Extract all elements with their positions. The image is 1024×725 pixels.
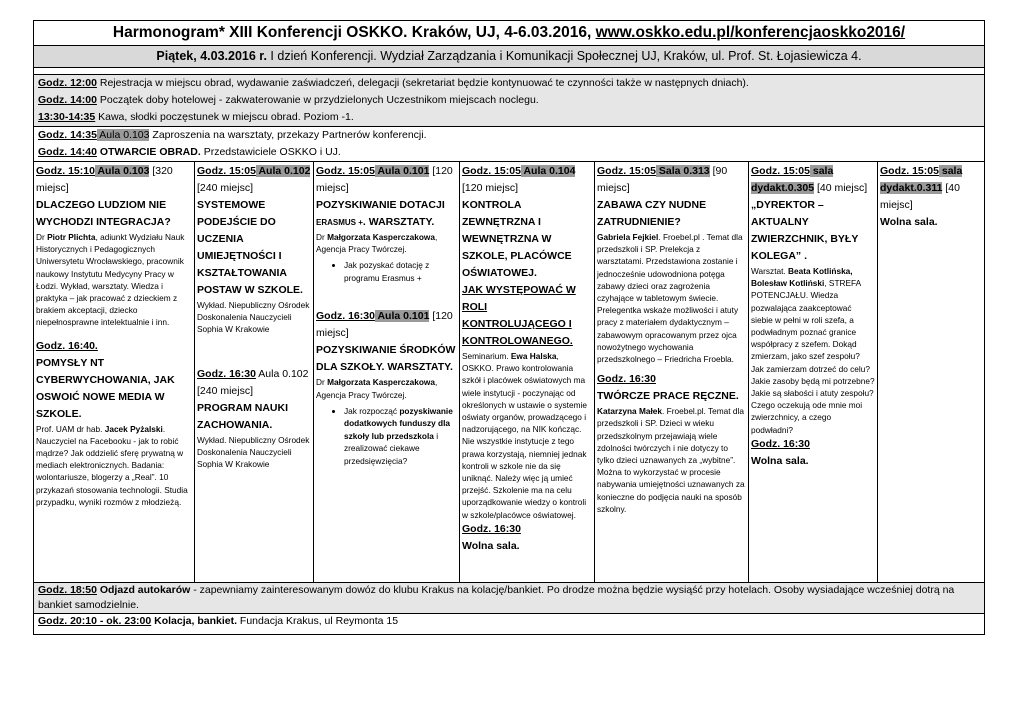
session-bullets xyxy=(316,405,457,468)
session-room: Aula 0.102 xyxy=(255,165,311,177)
bullet-pre: Jak rozpocząć xyxy=(344,405,400,416)
session-time: Godz. 16:30 xyxy=(462,522,521,535)
schedule-row xyxy=(34,127,984,144)
session-column-aula-0102 xyxy=(195,162,314,582)
session-title: POMYSŁY NT CYBERWYCHOWANIA, JAK OSWOIĆ NOWE MEDIA W SZKOLE. xyxy=(36,356,175,420)
morning-block xyxy=(33,74,985,126)
session-speaker: Ewa Halska xyxy=(510,351,557,361)
session-column-aula-0101 xyxy=(314,162,460,582)
session-room: Sala 0.313 xyxy=(655,165,710,177)
session-desc-prefix: Prof. UAM dr hab. xyxy=(36,423,105,434)
session-time: Godz. 15:05 xyxy=(316,165,375,177)
session-column-aula-0103 xyxy=(34,162,195,582)
session-time: Godz. 15:05 xyxy=(751,165,810,177)
session-time: Godz. 15:05 xyxy=(880,165,939,177)
row-text: Zaproszenia na warsztaty, przekazy Partnerów konferencji. xyxy=(149,129,427,141)
session-speaker: Małgorzata Kasperczakowa xyxy=(327,377,435,388)
row-room: Aula 0.103 xyxy=(96,129,150,141)
schedule-row xyxy=(34,92,984,109)
session-seats: [90 miejsc] xyxy=(597,165,728,194)
row-text: Fundacja Krakus, ul Reymonta 15 xyxy=(237,615,399,627)
session-title: Wolna sala. xyxy=(880,216,938,228)
session-desc-prefix: Seminarium. xyxy=(462,351,511,361)
row-time: Godz. 12:00 xyxy=(38,77,97,89)
day-date: Piątek, 4.03.2016 r. xyxy=(156,49,267,63)
row-time: Godz. 18:50 xyxy=(38,584,97,596)
session-seats: [40 miejsc] xyxy=(814,182,868,194)
row-text: Przedstawiciele OSKKO i UJ. xyxy=(200,146,341,158)
row-text: Kawa, słodki poczęstunek w miejscu obrad. Poziom -1. xyxy=(95,111,354,123)
session-title-end: . WARSZTATY. xyxy=(362,216,435,228)
session-description: , STREFA POTENCJAŁU. Wiedza pozwalająca zaakceptować siebie w pełni w roli szefa, a podwładnym poznać granice współpracy z szefem. Dokąd zmierzam, jako szef zespołu? Jak zamierzam dotrzeć do celu? Jakie zasoby będą mi potrzebne? Jakie są słabości i atuty zespołu? Czego oczekują ode mnie moi zwierzchnicy, a czego podwładni? xyxy=(751,278,875,435)
bullet-item xyxy=(344,405,457,468)
session-time: Godz. 15:05 xyxy=(197,165,256,177)
session-desc-prefix: Warsztat. xyxy=(751,266,789,276)
session-time: Godz. 16:30 xyxy=(316,310,375,323)
title-text: Harmonogram* XIII Konferencji OSKKO. Kraków, UJ, 4-6.03.2016, xyxy=(112,24,592,41)
session-time: Godz. 16:30 xyxy=(197,367,256,380)
schedule-row xyxy=(34,109,984,126)
session-speaker: Jacek Pyżalski xyxy=(104,423,163,434)
row-bold: Odjazd autokarów xyxy=(96,584,191,596)
day-header xyxy=(33,45,985,68)
session-time: Godz. 16:30 xyxy=(597,373,656,386)
session-title: POZYSKIWANIE DOTACJI xyxy=(316,199,445,211)
row-time: Godz. 14:35 xyxy=(38,129,97,141)
session-title: ZABAWA CZY NUDNE ZATRUDNIENIE? xyxy=(597,199,707,228)
session-room: Aula 0.101 xyxy=(374,165,430,177)
session-column-sala-0311 xyxy=(878,162,984,582)
row-text: - zapewniamy zainteresowanym dowóz do klubu Krakus na kolację/bankiet. Po drodze można będzie wysiąść przy hotelach. Osoby wysiadające wcześniej dotrą na bankiet samodzielnie. xyxy=(38,584,955,611)
session-description: , Agencja Pracy Twórczej. xyxy=(316,377,438,400)
session-title: POZYSKIWANIE ŚRODKÓW DLA SZKOŁY. WARSZTATY. xyxy=(316,344,456,374)
session-title: Wolna sala. xyxy=(462,539,520,552)
conference-url-link[interactable]: www.oskko.edu.pl/konferencjaoskko2016/ xyxy=(595,24,906,41)
session-room: Aula 0.104 xyxy=(520,165,576,177)
session-description: Wykład. Niepubliczny Ośrodek Doskonalenia Nauczycieli Sophia W Krakowie xyxy=(197,300,310,335)
session-subtitle: JAK WYSTĘPOWAĆ W ROLI KONTROLUJĄCEGO I KONTROLOWANEGO. xyxy=(462,284,576,347)
page-title xyxy=(33,20,985,45)
session-speaker: Gabriela Fejkiel xyxy=(597,232,659,242)
schedule-row xyxy=(34,583,984,613)
session-title: „DYREKTOR – AKTUALNY ZWIERZCHNIK, BYŁY KOLEGA” xyxy=(751,199,859,262)
row-bold: Kolacja, bankiet. xyxy=(151,615,237,627)
row-text: Rejestracja w miejscu obrad, wydawanie zaświadczeń, delegacji (sekretariat będzie kontynuować te czynności także w następnych dniach). xyxy=(96,77,749,89)
schedule-sheet xyxy=(33,20,985,635)
session-desc-prefix: Dr xyxy=(316,232,328,242)
session-time: Godz. 15:05 xyxy=(597,165,656,177)
session-room: Aula 0.101 xyxy=(374,310,430,323)
sessions-grid xyxy=(33,161,985,582)
schedule-row xyxy=(34,75,984,92)
session-title-end: . xyxy=(801,250,808,262)
session-description: . Nauczyciel na Facebooku - jak to robić mądrze? Jak oddzielić sferę prywatną w mediach elektronicznych. Badania: wolontariusze, blogerzy a „Real”. 10 przykazań stosowania technologii. Studia przypadku, wyniki rozmów z młodzieżą. xyxy=(36,423,188,507)
evening-block-transport xyxy=(33,582,985,614)
session-time: Godz. 16:40. xyxy=(36,339,98,352)
session-seats: [240 miejsc] xyxy=(197,182,254,194)
day-description: I dzień Konferencji. Wydział Zarządzania i Komunikacji Społecznej UJ, Kraków, ul. Prof. St. Łojasiewicza 4. xyxy=(270,49,862,63)
opening-block xyxy=(33,126,985,161)
session-time: Godz. 15:05 xyxy=(462,165,521,177)
session-time: Godz. 15:10 xyxy=(36,165,95,177)
session-time: Godz. 16:30 xyxy=(751,437,810,450)
session-title: PROGRAM NAUKI ZACHOWANIA. xyxy=(197,401,288,431)
row-time: Godz. 14:00 xyxy=(38,94,97,106)
session-description: Wykład. Niepubliczny Ośrodek Doskonalenia Nauczycieli Sophia W Krakowie xyxy=(197,434,310,470)
session-speaker: Piotr Plichta xyxy=(47,232,96,242)
session-desc-prefix: Dr xyxy=(316,377,328,388)
evening-block-banquet xyxy=(33,614,985,635)
session-room: sala dydakt.0.311 xyxy=(880,165,963,194)
session-speaker: Katarzyna Małek xyxy=(597,406,663,417)
session-description: , Agencja Pracy Twórczej. xyxy=(316,232,438,255)
session-title-small: ERASMUS + xyxy=(316,218,363,227)
session-speaker: Beata Kotlińska, Bolesław Kotliński xyxy=(751,266,853,289)
session-seats: [40 miejsc] xyxy=(880,182,960,211)
session-room: Aula 0.103 xyxy=(94,165,150,177)
session-bullets xyxy=(316,259,457,284)
session-seats: [120 miejsc] xyxy=(316,310,453,340)
session-speaker: Małgorzata Kasperczakowa xyxy=(327,232,435,242)
session-room: sala dydakt.0.305 xyxy=(751,165,834,194)
row-time: Godz. 20:10 - ok. 23:00 xyxy=(38,615,152,627)
session-description: . Froebel.pl . Temat dla przedszkoli i SP. Prelekcja z warsztatami. Przedstawiona zostanie i jednocześnie udowodniona potęga zabawy dzieci oraz zagrożenia czyhające w tabletowym świecie. Prelegentka wskaże możliwości i atuty pracy z materiałem dydaktycznym – zabawowym opracowanym przez ojca nowożytnego wychowania przedszkolnego – Friedricha Froebla. xyxy=(597,232,743,365)
session-seats: [240 miejsc] xyxy=(197,384,254,397)
session-description: , adiunkt Wydziału Nauk Historycznych i Pedagogicznych Uniwersytetu Wrocławskiego, pracownik naukowy Instytutu Medycyny Pracy w Łodzi. Wykład, warsztaty. Wiedza i praktyka – jak pracować z dzieckiem z brakiem akceptacji, dziecko niepełnosprawne intelektualnie i inn. xyxy=(36,232,185,328)
session-seats: [120 miejsc] xyxy=(462,182,519,194)
session-column-sala-0305 xyxy=(749,162,878,582)
row-time: 13:30-14:35 xyxy=(38,111,96,123)
bullet-bold: pozyskiwanie dodatkowych funduszy dla szkoły lub przedszkola xyxy=(344,405,453,441)
row-time: Godz. 14:40 xyxy=(38,146,97,158)
session-description: . Froebel.pl. Temat dla przedszkoli i SP. Dzieci w wieku przedszkolnym przejawiają wiele zdolności twórczych i nie dotyczy to tylko dzieci uznawanych za „wybitne”. Można to wykorzystać w procesie nabywania umiejętności uznawanych za konieczne do podjęcia nauki na sposób szkolny. xyxy=(597,406,745,514)
session-title: TWÓRCZE PRACE RĘCZNE. xyxy=(597,390,739,403)
session-column-aula-0104 xyxy=(460,162,595,582)
schedule-row xyxy=(34,144,984,161)
session-title: SYSTEMOWE PODEJŚCIE DO UCZENIA UMIEJĘTNOŚCI I KSZTAŁTOWANIA POSTAW W SZKOLE. xyxy=(197,199,303,296)
session-title: Wolna sala. xyxy=(751,454,809,467)
row-text: Początek doby hotelowej - zakwaterowanie w przydzielonych Uczestnikom miejscach noclegu. xyxy=(96,94,539,106)
bullet-item: • Jak pozyskać dotację z programu Erasmus + xyxy=(344,259,457,284)
row-bold: OTWARCIE OBRAD. xyxy=(96,146,201,158)
bullet-end: i zrealizować ciekawe przedsięwzięcia? xyxy=(344,430,439,466)
session-description: , OSKKO. Prawo kontrolowania szkół i placówek oświatowych ma wiele instytucji - poczynając od określonych w ustawie o systemie oświaty organów, prowadzącego i nadzorującego, na NIK kończąc. Nie wszystkie instytucje z tego prawa korzystają, niemniej jednak kontroli w szkole nie da się uniknąć. Należy więc ją umieć przejść. Szkolenie ma na celu uporządkowanie wiedzy o kontroli w szkole/placówce oświatowej. xyxy=(462,351,587,520)
schedule-row xyxy=(34,614,984,629)
session-seats: [120 miejsc] xyxy=(316,165,453,194)
session-desc-prefix: Dr xyxy=(36,232,48,242)
session-seats: [320 miejsc] xyxy=(36,165,173,194)
session-room: Aula 0.102 xyxy=(255,367,309,380)
session-title: DLACZEGO LUDZIOM NIE WYCHODZI INTEGRACJA? xyxy=(36,199,171,228)
session-title: KONTROLA ZEWNĘTRZNA I WEWNĘTRZNA W SZKOLE, PLACÓWCE OŚWIATOWEJ. xyxy=(462,199,572,279)
session-column-sala-0313 xyxy=(595,162,749,582)
